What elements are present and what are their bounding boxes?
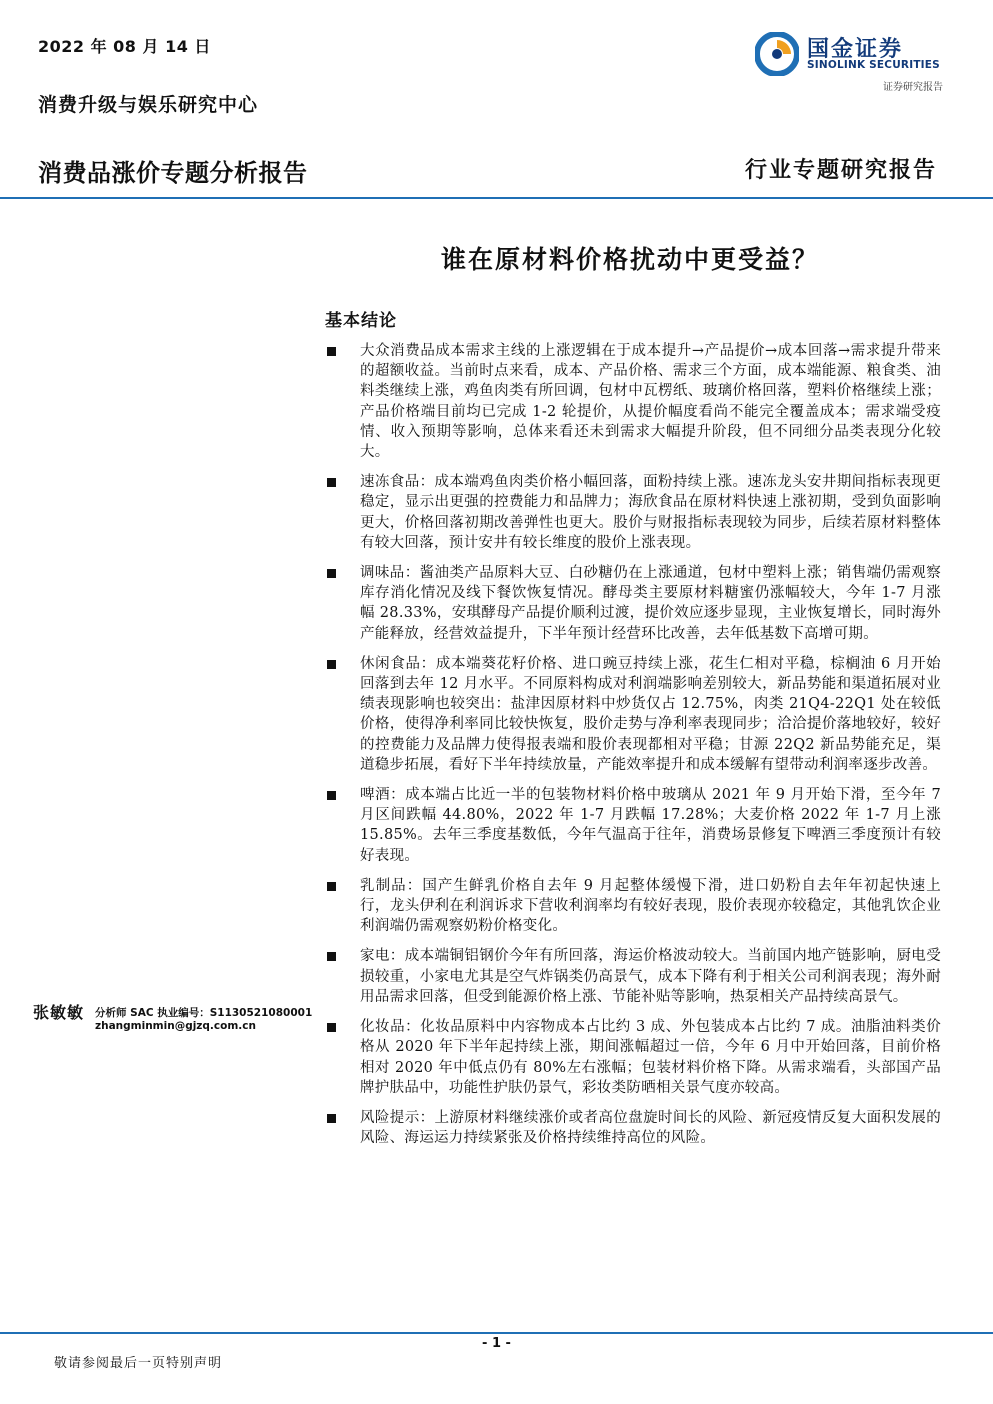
bullet-text: 啤酒：成本端占比近一半的包装物材料价格中玻璃从 2021 年 9 月开始下滑，至今年 7 月区间跌幅 44.80%，2022 年 1-7 月跌幅 17.28%；大麦价格 2022 年 1-7 月上涨 15.85%。去年三季度基数低，今年气温高于往年，消费场景修复下啤酒三季度预计有较好表现。 xyxy=(360,787,941,864)
logo-name-en: SINOLINK SECURITIES xyxy=(807,59,940,71)
bullet-square-icon xyxy=(327,791,336,800)
bullet-text: 大众消费品成本需求主线的上涨逻辑在于成本提升→产品提价→成本回落→需求提升带来的超额收益。当前时点来看，成本、产品价格、需求三个方面，成本端能源、粮食类、油料类继续上涨，鸡鱼肉类有所回调，包材中瓦楞纸、玻璃价格回落，塑料价格继续上涨；产品价格端目前均已完成 1-2 轮提价，从提价幅度看尚不能完全覆盖成本；需求端受疫情、收入预期等影响，总体来看还未到需求大幅提升阶段，但不同细分品类表现分化较大。 xyxy=(360,343,941,461)
list-item xyxy=(327,472,941,553)
bullet-square-icon xyxy=(327,478,336,487)
list-item xyxy=(327,654,941,775)
list-item xyxy=(327,946,941,1007)
list-item xyxy=(327,876,941,937)
bullet-text: 休闲食品：成本端葵花籽价格、进口豌豆持续上涨，花生仁相对平稳，棕榈油 6 月开始回落到去年 12 月水平。不同原料构成对利润端影响差别较大，新品势能和渠道拓展对业绩表现影响也较突出：盐津因原材料中炒货仅占 12.75%，肉类 21Q4-22Q1 处在较低价格，使得净利率同比较快恢复，股价走势与净利率表现同步；洽洽提价落地较好，较好的控费能力及品牌力使得报表端和股价表现都相对平稳；甘源 22Q2 新品势能充足，渠道稳步拓展，看好下半年持续放量，产能效率提升和成本缓解有望带动利润率逐步改善。 xyxy=(360,655,941,773)
analyst-email[interactable]: zhangminmin@gjzq.com.cn xyxy=(95,1020,256,1032)
headline: 谁在原材料价格扰动中更受益？ xyxy=(440,245,819,274)
bullet-text: 乳制品：国产生鲜乳价格自去年 9 月起整体缓慢下滑，进口奶粉自去年年初起快速上行，龙头伊利在利润诉求下营收利润率均有较好表现，股价表现亦较稳定，其他乳饮企业利润端仍需观察奶粉价格变化。 xyxy=(360,877,941,935)
bullet-square-icon xyxy=(327,660,336,669)
page-number: - 1 - xyxy=(482,1336,511,1351)
logo-subtitle: 证券研究报告 xyxy=(883,82,943,93)
company-logo xyxy=(755,30,945,78)
list-item xyxy=(327,1108,941,1148)
bullet-square-icon xyxy=(327,1023,336,1032)
bullet-text: 速冻食品：成本端鸡鱼肉类价格小幅回落，面粉持续上涨。速冻龙头安井期间指标表现更稳定，显示出更强的控费能力和品牌力；海欣食品在原材料快速上涨初期，受到负面影响更大，价格回落初期改善弹性也更大。股价与财报指标表现较为同步，后续若原材料整体有较大回落，预计安井有较长维度的股价上涨表现。 xyxy=(360,474,941,551)
bullet-square-icon xyxy=(327,1114,336,1123)
list-item xyxy=(327,341,941,462)
section-title: 基本结论 xyxy=(325,311,397,331)
bullet-square-icon xyxy=(327,569,336,578)
research-center: 消费升级与娱乐研究中心 xyxy=(38,94,259,116)
bullet-square-icon xyxy=(327,882,336,891)
bullet-square-icon xyxy=(327,347,336,356)
list-item xyxy=(327,563,941,644)
footer-disclaimer: 敬请参阅最后一页特别声明 xyxy=(54,1356,223,1371)
bullet-square-icon xyxy=(327,952,336,961)
bullet-text: 风险提示：上游原材料继续涨价或者高位盘旋时间长的风险、新冠疫情反复大面积发展的风险、海运运力持续紧张及价格持续维持高位的风险。 xyxy=(360,1109,941,1147)
footer-divider xyxy=(0,1332,993,1334)
analyst-name: 张敏敏 xyxy=(33,1003,85,1022)
report-date: 2022 年 08 月 14 日 xyxy=(38,37,211,56)
analyst-info xyxy=(33,1000,313,1032)
sinolink-logo-icon xyxy=(755,32,799,76)
report-title: 消费品涨价专题分析报告 xyxy=(38,159,308,187)
bullet-text: 调味品：酱油类产品原料大豆、白砂糖仍在上涨通道，包材中塑料上涨；销售端仍需观察库存消化情况及线下餐饮恢复情况。酵母类主要原材料糖蜜仍涨幅较大，今年 1-7 月涨幅 28.33%，安琪酵母产品提价顺利过渡，提价效应逐步显现，主业恢复增长，同时海外产能释放，经营效益提升，下半年预计经营环比改善，去年低基数下高增可期。 xyxy=(360,565,941,642)
list-item xyxy=(327,1017,941,1098)
analyst-credential: 分析师 SAC 执业编号：S1130521080001 xyxy=(95,1007,313,1019)
conclusion-list xyxy=(327,341,941,1158)
bullet-text: 化妆品：化妆品原料中内容物成本占比约 3 成、外包装成本占比约 7 成。油脂油料类价格从 2020 年下半年起持续上涨，期间涨幅超过一倍，今年 6 月中开始回落，目前价格相对 2020 年中低点仍有 80%左右涨幅；包装材料价格下降。从需求端看，头部国产品牌护肤品中，功能性护肤仍景气，彩妆类防晒相关景气度亦较高。 xyxy=(360,1019,941,1096)
logo-name-cn: 国金证券 xyxy=(807,37,904,62)
header-divider xyxy=(0,197,993,199)
bullet-text: 家电：成本端铜铝钢价今年有所回落，海运价格波动较大。当前国内地产链影响，厨电受损较重，小家电尤其是空气炸锅类仍高景气，成本下降有利于相关公司利润表现；海外耐用品需求回落，但受到能源价格上涨、节能补贴等影响，热泵相关产品持续高景气。 xyxy=(360,948,941,1005)
report-type: 行业专题研究报告 xyxy=(744,157,937,183)
list-item xyxy=(327,785,941,866)
